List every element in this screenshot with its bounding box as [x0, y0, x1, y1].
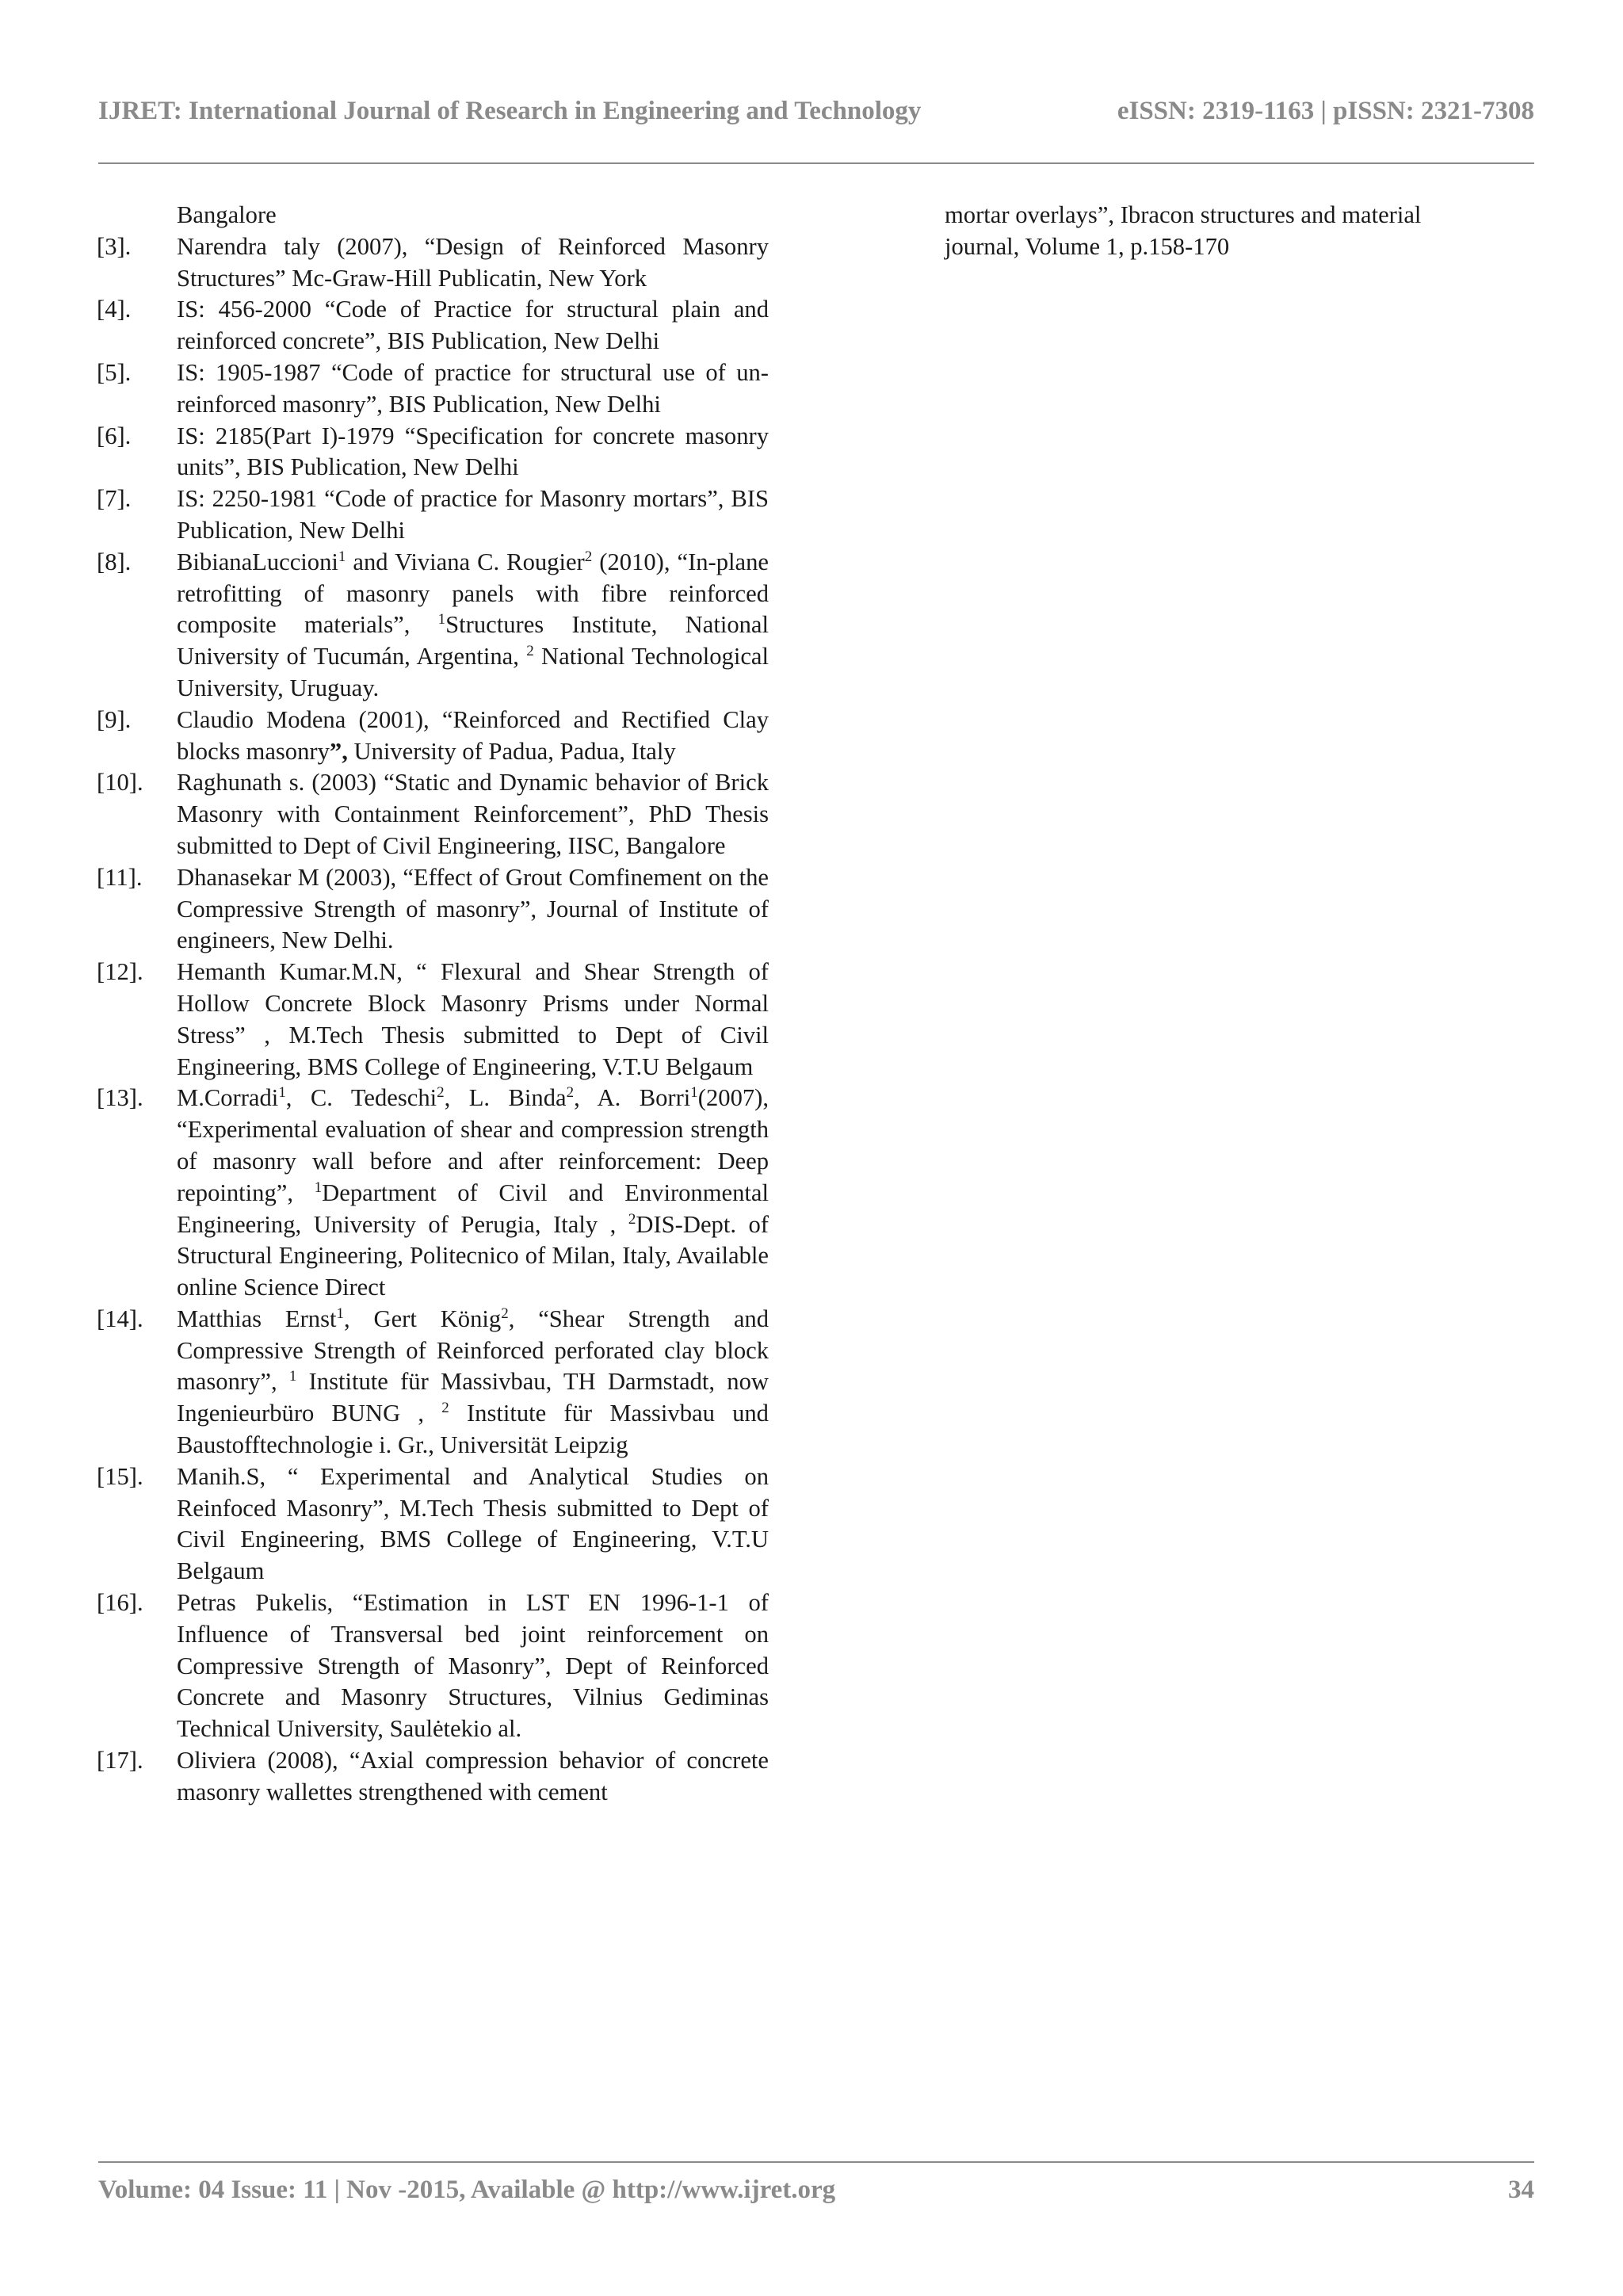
reference-item [97, 1461, 769, 1587]
reference-text-part: , “Shear Strength and Compressive Strength of Reinforced perforated clay block masonry”, [177, 1305, 769, 1396]
reference-text: Narendra taly (2007), “Design of Reinforced Masonry Structures” Mc-Graw-Hill Publicatin, New York [177, 232, 769, 292]
reference-text-part: Institute für Massivbau, TH Darmstadt, now Ingenieurbüro BUNG , [177, 1368, 769, 1427]
reference-number: [10]. [97, 769, 143, 797]
affiliation-mark: 2 [526, 642, 534, 659]
reference-number: [8]. [97, 548, 132, 575]
reference-number: [4]. [97, 296, 132, 323]
references-right-column [945, 200, 1534, 263]
affiliation-mark: 2 [584, 548, 593, 565]
reference-number: [11]. [97, 863, 143, 891]
reference-text-part: DIS-Dept. of Structural Engineering, Politecnico of Milan, Italy, Available online Science Direct [177, 1210, 769, 1301]
reference-continuation: Bangalore [177, 201, 277, 228]
volume-info: Volume: 04 Issue: 11 | Nov -2015, Available @ http://www.ijret.org [98, 2176, 836, 2204]
reference-item [97, 421, 769, 484]
reference-text: IS: 456-2000 “Code of Practice for structural plain and reinforced concrete”, BIS Publication, New Delhi [177, 296, 769, 355]
reference-text-part: (2007), “Experimental evaluation of shear and compression strength of masonry wall before and after reinforcement: Deep repointing”, [177, 1084, 769, 1206]
affiliation-mark: 1 [338, 548, 346, 565]
reference-text: IS: 1905-1987 “Code of practice for structural use of un-reinforced masonry”, BIS Publication, New Delhi [177, 358, 769, 418]
reference-text: IS: 2250-1981 “Code of practice for Masonry mortars”, BIS Publication, New Delhi [177, 485, 769, 544]
reference-text: Raghunath s. (2003) “Static and Dynamic behavior of Brick Masonry with Containment Reinforcement”, PhD Thesis submitted to Dept of Civil Engineering, IISC, Bangalore [177, 769, 769, 859]
issn-info: eISSN: 2319-1163 | pISSN: 2321-7308 [1117, 97, 1534, 125]
affiliation-mark: 1 [437, 611, 446, 628]
reference-continuation-line: journal, Volume 1, p.158-170 [945, 232, 1230, 260]
reference-item [97, 294, 769, 357]
reference-text: Hemanth Kumar.M.N, “ Flexural and Shear Strength of Hollow Concrete Block Masonry Prisms under Normal Stress” , M.Tech Thesis submitted to Dept of Civil Engineering, BMS College of Engineering, V.T.U Belgaum [177, 958, 769, 1080]
reference-text-part: , Gert König [343, 1305, 502, 1332]
reference-text-part: BibianaLuccioni [177, 548, 338, 575]
reference-text-part: Institute für Massivbau und Baustofftechnologie i. Gr., Universität Leipzig [177, 1400, 769, 1459]
affiliation-mark: 1 [336, 1305, 344, 1322]
reference-number: [7]. [97, 485, 132, 513]
affiliation-mark: 1 [314, 1179, 323, 1196]
reference-text-part: M.Corradi [177, 1084, 279, 1112]
footer-divider [98, 2161, 1534, 2163]
reference-item [97, 1304, 769, 1461]
affiliation-mark: 2 [437, 1084, 445, 1102]
reference-number: [3]. [97, 232, 132, 260]
reference-item [97, 483, 769, 547]
reference-text-part: National Technological University, Uruguay. [177, 643, 769, 701]
reference-text-part: , C. Tedeschi [285, 1084, 437, 1112]
reference-item [97, 1083, 769, 1304]
reference-item [97, 767, 769, 861]
reference-number: [15]. [97, 1462, 143, 1490]
reference-number: [13]. [97, 1084, 143, 1112]
reference-continuation-line: mortar overlays”, Ibracon structures and material [945, 201, 1422, 228]
reference-item [97, 957, 769, 1083]
reference-number: [16]. [97, 1589, 143, 1617]
reference-text-bold: ”, [329, 737, 348, 765]
reference-text-part: and Viviana C. Rougier [346, 548, 585, 575]
affiliation-mark: 2 [566, 1084, 575, 1102]
affiliation-mark: 2 [501, 1305, 509, 1322]
reference-text-part: (2010), “In-plane retrofitting of masonry panels with fibre reinforced composite materials”, [177, 548, 769, 639]
reference-text: Dhanasekar M (2003), “Effect of Grout Comfinement on the Compressive Strength of masonry”, Journal of Institute of engineers, New Delhi. [177, 863, 769, 954]
reference-number: [12]. [97, 958, 143, 986]
reference-item [97, 357, 769, 421]
reference-text-part: Structures Institute, National University of Tucumán, Argentina, [177, 611, 769, 670]
reference-text-part: , L. Binda [444, 1084, 567, 1112]
references-left-column [97, 200, 769, 1809]
affiliation-mark: 2 [628, 1210, 636, 1228]
reference-item [97, 1745, 769, 1809]
affiliation-mark: 1 [288, 1368, 297, 1385]
reference-text: IS: 2185(Part I)-1979 “Specification for concrete masonry units”, BIS Publication, New Delhi [177, 422, 769, 481]
reference-number: [5]. [97, 358, 132, 386]
affiliation-mark: 1 [278, 1084, 286, 1102]
reference-item [97, 547, 769, 705]
page-number: 34 [1508, 2176, 1534, 2204]
affiliation-mark: 2 [441, 1400, 449, 1417]
reference-number: [14]. [97, 1305, 143, 1332]
reference-item [97, 862, 769, 957]
affiliation-mark: 1 [690, 1084, 698, 1102]
reference-number: [6]. [97, 422, 132, 449]
journal-title: IJRET: International Journal of Research in Engineering and Technology [98, 97, 922, 125]
reference-item [97, 1587, 769, 1745]
reference-text-part: , A. Borri [574, 1084, 691, 1112]
reference-text-part: University of Padua, Padua, Italy [347, 737, 676, 765]
reference-text: Oliviera (2008), “Axial compression behavior of concrete masonry wallettes strengthened with cement [177, 1747, 769, 1805]
reference-text: Petras Pukelis, “Estimation in LST EN 1996-1-1 of Influence of Transversal bed joint reinforcement on Compressive Strength of Masonry”, Dept of Reinforced Concrete and Masonry Structures, Vilnius Gediminas Technical University, Saulėtekio al. [177, 1589, 769, 1743]
reference-text-part: Department of Civil and Environmental Engineering, University of Perugia, Italy , [177, 1179, 769, 1238]
header-divider [98, 162, 1534, 164]
reference-item [97, 231, 769, 295]
reference-item [97, 705, 769, 768]
reference-number: [17]. [97, 1747, 143, 1775]
reference-number: [9]. [97, 705, 132, 733]
reference-text-part: Claudio Modena (2001), “Reinforced and Rectified Clay blocks masonry [177, 705, 769, 765]
reference-text: Manih.S, “ Experimental and Analytical Studies on Reinfoced Masonry”, M.Tech Thesis submitted to Dept of Civil Engineering, BMS College of Engineering, V.T.U Belgaum [177, 1462, 769, 1585]
reference-text-part: Matthias Ernst [177, 1305, 337, 1332]
